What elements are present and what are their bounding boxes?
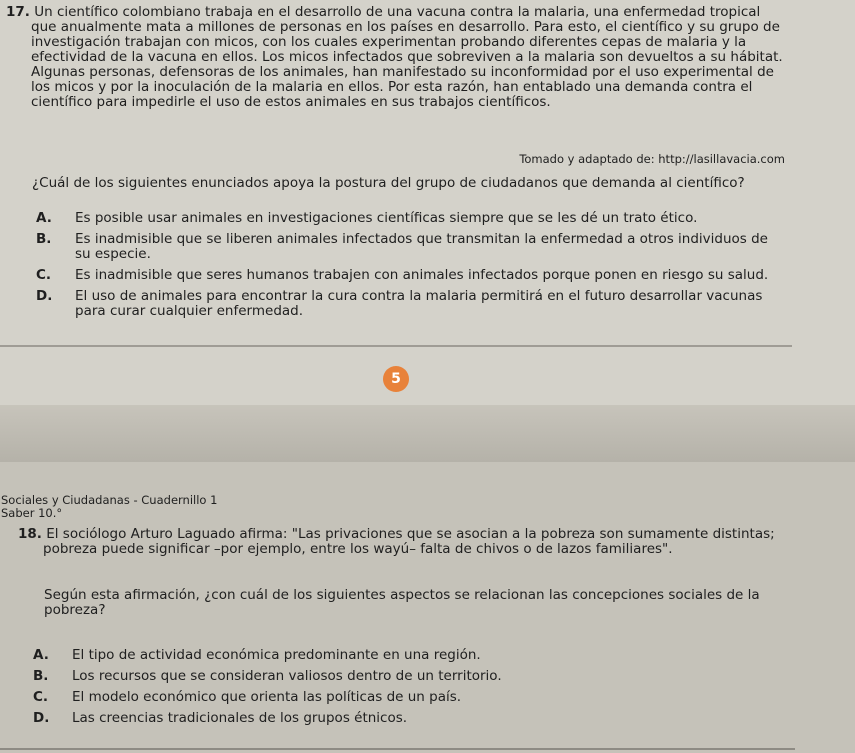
option-18-c[interactable] <box>33 690 793 705</box>
exam-name: Saber 10.° <box>1 506 63 520</box>
question-17-number: 17. <box>6 4 30 20</box>
booklet-header: Sociales y Ciudadanas - Cuadernillo 1 <box>1 493 218 507</box>
option-18-d[interactable] <box>33 711 793 726</box>
question-18 <box>18 527 798 557</box>
bottom-divider <box>0 748 795 750</box>
option-letter: A. <box>33 647 49 663</box>
source-citation: Tomado y adaptado de: http://lasillavacia.com <box>519 152 785 166</box>
option-18-a[interactable] <box>33 648 793 663</box>
option-17-a[interactable] <box>36 211 786 226</box>
question-18-paragraph <box>18 527 798 557</box>
option-letter: D. <box>36 288 53 304</box>
question-17-options <box>36 211 786 325</box>
question-17-paragraph <box>6 5 786 110</box>
option-17-c[interactable] <box>36 268 786 283</box>
option-letter: B. <box>36 231 52 247</box>
question-18-options <box>33 648 793 732</box>
option-17-b[interactable] <box>36 232 786 262</box>
option-text: Es posible usar animales en investigaciones científicas siempre que se les dé un trato ético. <box>75 210 698 226</box>
option-text: Los recursos que se consideran valiosos dentro de un territorio. <box>72 668 502 684</box>
option-17-d[interactable] <box>36 289 786 319</box>
option-text: El uso de animales para encontrar la cura contra la malaria permitirá en el futuro desarrollar vacunas para curar cualquier enfermedad. <box>75 288 763 319</box>
question-17-prompt: ¿Cuál de los siguientes enunciados apoya la postura del grupo de ciudadanos que demanda al científico? <box>32 175 745 191</box>
question-18-text: El sociólogo Arturo Laguado afirma: "Las privaciones que se asocian a la pobreza son sumamente distintas; pobreza puede significar –por ejemplo, entre los wayú– falta de chivos o de lazos familiares". <box>43 526 775 557</box>
question-18-prompt: Según esta afirmación, ¿con cuál de los siguientes aspectos se relacionan las concepciones sociales de la pobreza? <box>44 587 760 618</box>
option-18-b[interactable] <box>33 669 793 684</box>
page-number-badge: 5 <box>383 366 409 392</box>
page-gap <box>0 405 855 465</box>
section-divider <box>0 345 792 347</box>
option-text: Es inadmisible que se liberen animales infectados que transmitan la enfermedad a otros individuos de su especie. <box>75 231 768 262</box>
option-letter: C. <box>33 689 49 705</box>
question-18-number: 18. <box>18 526 42 542</box>
option-letter: B. <box>33 668 49 684</box>
option-letter: A. <box>36 210 52 226</box>
question-17-text: Un científico colombiano trabaja en el desarrollo de una vacuna contra la malaria, una enfermedad tropical que anualmente mata a millones de personas en los países en desarrollo. Para esto, el científico y su grupo de investigación trabajan con micos, con los cuales experimentan probando diferentes cepas de malaria y la efectividad de la vacuna en ellos. Los micos infectados que sobreviven a la malaria son devueltos a su hábitat. Algunas personas, defensoras de los animales, han manifestado su inconformidad por el uso experimental de los micos y por la inoculación de la malaria en ellos. Por esta razón, han entablado una demanda contra el científico para impedirle el uso de estos animales en sus trabajos científicos. <box>31 4 783 110</box>
option-letter: D. <box>33 710 50 726</box>
option-text: Es inadmisible que seres humanos trabajen con animales infectados porque ponen en riesgo su salud. <box>75 267 769 283</box>
question-17 <box>6 5 786 110</box>
option-text: Las creencias tradicionales de los grupos étnicos. <box>72 710 408 726</box>
option-letter: C. <box>36 267 52 283</box>
option-text: El modelo económico que orienta las políticas de un país. <box>72 689 462 705</box>
option-text: El tipo de actividad económica predominante en una región. <box>72 647 481 663</box>
